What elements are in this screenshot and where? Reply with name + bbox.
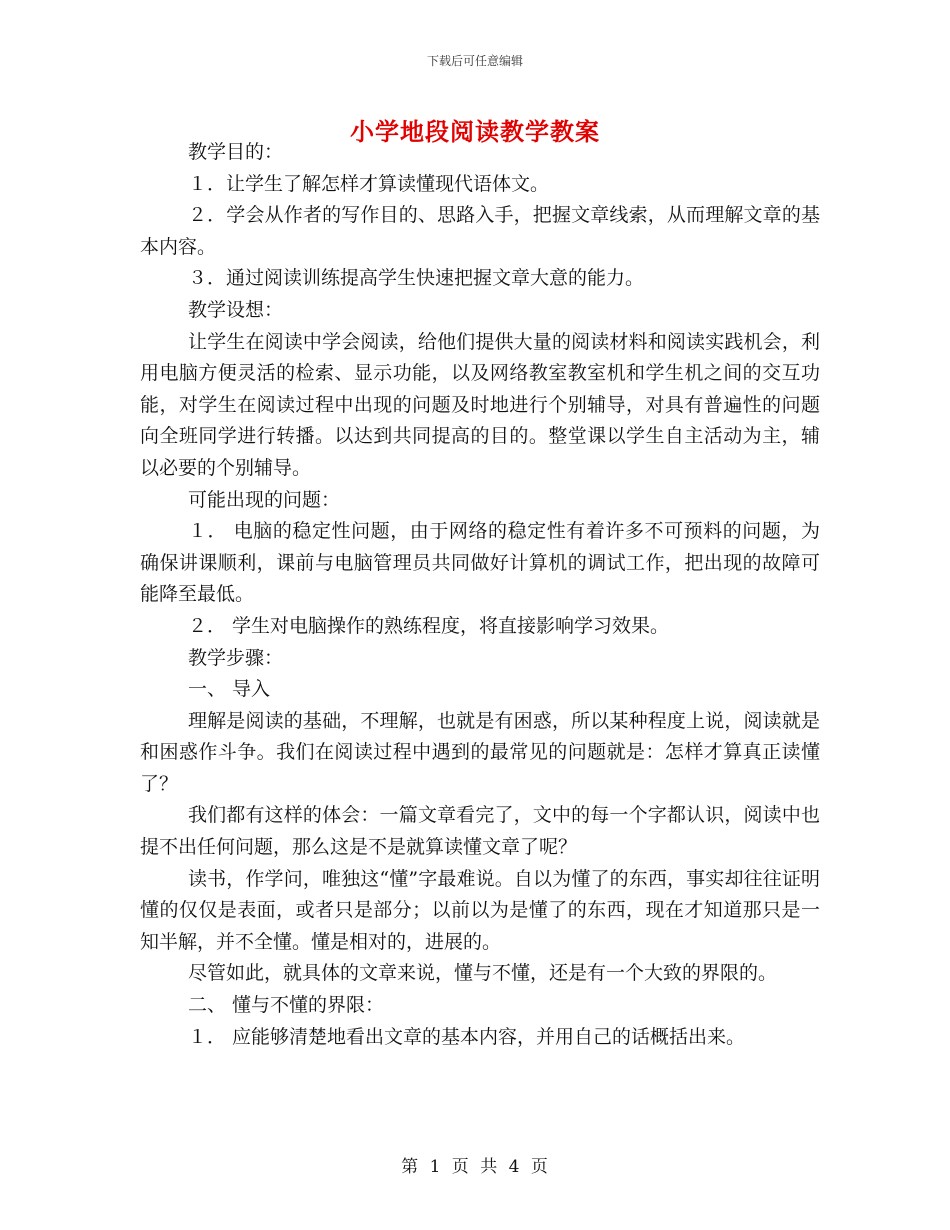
- step-heading-2: 二、 懂与不懂的界限：: [188, 994, 385, 1017]
- document-title: 小学地段阅读教学教案: [350, 117, 600, 146]
- intro-paragraph-3: 读书，作学问，唯独这“懂”字最难说。自以为懂了的东西，事实却往往证明懂的仅仅是表面，或者只是部分；以前以为是懂了的东西，现在才知道那只是一知半解，并不全懂。懂是相对的，进展的。: [140, 867, 820, 953]
- objective-item-1: １．让学生了解怎样才算读懂现代语体文。: [188, 172, 550, 195]
- intro-paragraph-1: 理解是阅读的基础，不理解，也就是有困惑，所以某种程度上说，阅读就是和困惑作斗争。我们在阅读过程中遇到的最常见的问题就是：怎样才算真正读懂了？: [140, 709, 820, 795]
- objective-item-2: ２．学会从作者的写作目的、思路入手，把握文章线索，从而理解文章的基本内容。: [140, 204, 820, 258]
- footer-total-pages: 4: [508, 1157, 521, 1177]
- heading-teaching-plan: 教学设想：: [188, 298, 284, 321]
- intro-paragraph-2: 我们都有这样的体会：一篇文章看完了，文中的每一个字都认识，阅读中也提不出任何问题，那么这是不是就算读懂文章了呢？: [140, 804, 820, 859]
- heading-teaching-objectives: 教学目的：: [188, 141, 284, 163]
- objective-item-3: ３．通过阅读训练提高学生快速把握文章大意的能力。: [188, 267, 645, 290]
- footer-total-label: 共: [480, 1157, 499, 1177]
- heading-teaching-steps: 教学步骤：: [188, 646, 284, 669]
- footer-page-label: 第: [401, 1157, 420, 1177]
- footer-total-unit: 页: [530, 1157, 549, 1177]
- problem-item-1: １． 电脑的稳定性问题，由于网络的稳定性有着许多不可预料的问题，为确保讲课顺利，课前与电脑管理员共同做好计算机的调试工作，把出现的故障可能降至最低。: [140, 520, 820, 606]
- teaching-plan-paragraph: 让学生在阅读中学会阅读，给他们提供大量的阅读材料和阅读实践机会，利用电脑方便灵活的检索、显示功能，以及网络教室教室机和学生机之间的交互功能，对学生在阅读过程中出现的问题及时地进行个别辅导，对具有普遍性的问题向全班同学进行转播。以达到共同提高的目的。整堂课以学生自主活动为主，辅以必要的个别辅导。: [140, 330, 820, 479]
- footer-page-unit: 页: [451, 1157, 470, 1177]
- step-heading-1: 一、 导入: [188, 678, 271, 701]
- footer-page-number: 1: [429, 1157, 442, 1177]
- heading-possible-problems: 可能出现的问题：: [188, 488, 341, 511]
- problem-item-2: ２． 学生对电脑操作的熟练程度，将直接影响学习效果。: [188, 614, 670, 637]
- boundary-item-1: １． 应能够清楚地看出文章的基本内容，并用自己的话概括出来。: [188, 1025, 746, 1048]
- document-body: [140, 137, 820, 1053]
- intro-paragraph-4: 尽管如此，就具体的文章来说，懂与不懂，还是有一个大致的界限的。: [188, 962, 778, 985]
- page-header: 下载后可任意编辑: [426, 54, 523, 68]
- page-footer: [0, 1152, 950, 1177]
